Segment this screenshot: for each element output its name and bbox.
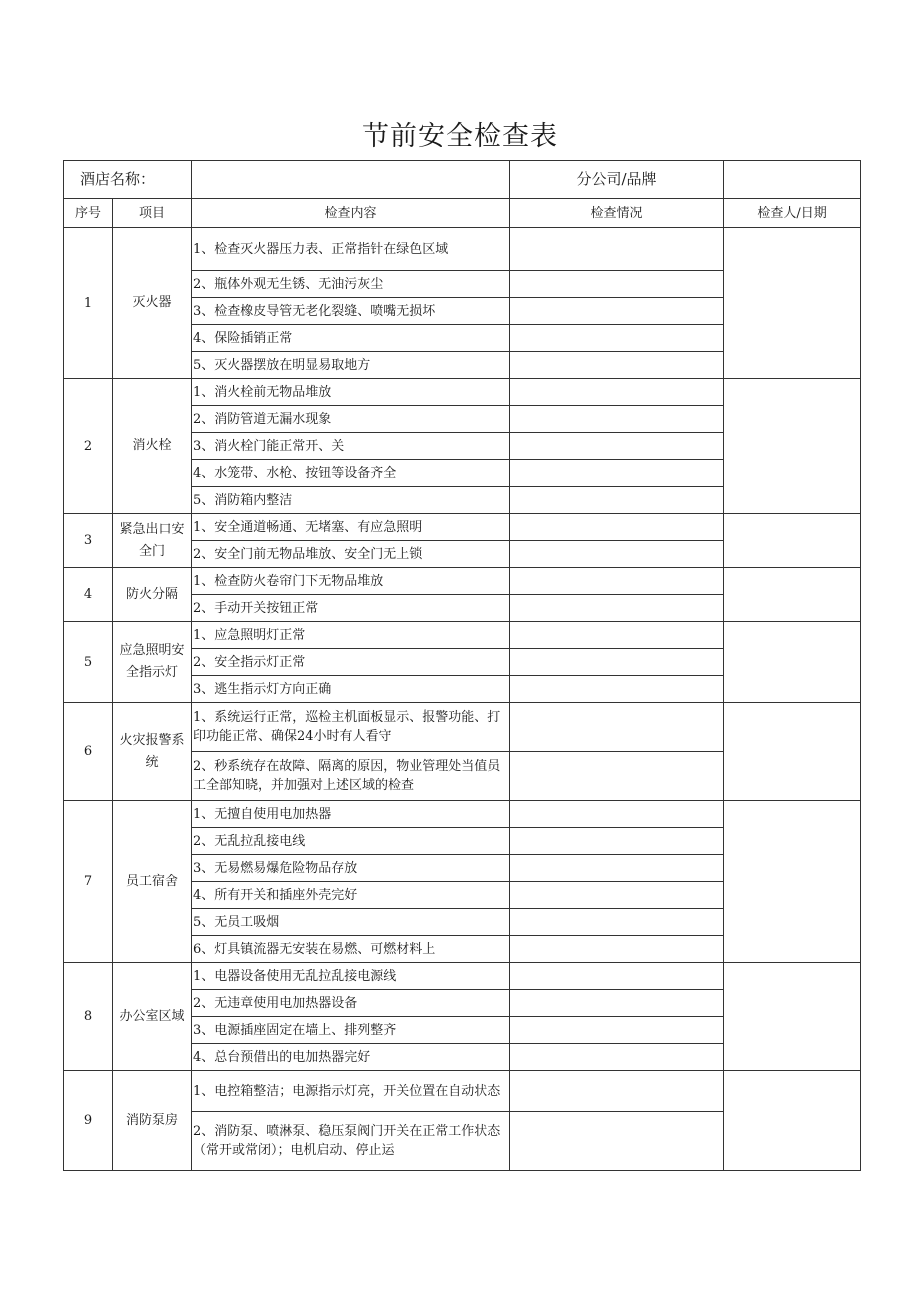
- item-name: 防火分隔: [113, 568, 192, 622]
- inspector-date-cell[interactable]: [724, 379, 861, 514]
- row-number: 8: [64, 963, 113, 1071]
- hotel-row: [64, 161, 861, 199]
- check-status-cell[interactable]: [510, 990, 724, 1017]
- col-content-header: 检查内容: [192, 199, 510, 228]
- check-status-cell[interactable]: [510, 752, 724, 801]
- inspector-date-cell[interactable]: [724, 963, 861, 1071]
- item-name: 消火栓: [113, 379, 192, 514]
- hotel-name-field[interactable]: [192, 161, 510, 199]
- branch-brand-field[interactable]: [724, 161, 861, 199]
- table-row: [64, 703, 861, 752]
- row-number: 9: [64, 1071, 113, 1171]
- row-number: 1: [64, 228, 113, 379]
- item-name: 火灾报警系统: [113, 703, 192, 801]
- check-status-cell[interactable]: [510, 568, 724, 595]
- inspector-date-cell[interactable]: [724, 1071, 861, 1171]
- check-content: 4、总台预借出的电加热器完好: [192, 1044, 510, 1071]
- check-status-cell[interactable]: [510, 406, 724, 433]
- item-name: 消防泵房: [113, 1071, 192, 1171]
- check-status-cell[interactable]: [510, 676, 724, 703]
- inspection-table: [63, 160, 861, 1171]
- check-status-cell[interactable]: [510, 541, 724, 568]
- check-content: 5、消防箱内整洁: [192, 487, 510, 514]
- check-content: 3、逃生指示灯方向正确: [192, 676, 510, 703]
- check-content: 1、电器设备使用无乱拉乱接电源线: [192, 963, 510, 990]
- check-content: 2、消防管道无漏水现象: [192, 406, 510, 433]
- row-number: 3: [64, 514, 113, 568]
- branch-brand-label: 分公司/品牌: [510, 161, 724, 199]
- check-status-cell[interactable]: [510, 298, 724, 325]
- table-row: [64, 1071, 861, 1112]
- check-content: 1、电控箱整洁；电源指示灯亮，开关位置在自动状态: [192, 1071, 510, 1112]
- inspector-date-cell[interactable]: [724, 228, 861, 379]
- check-status-cell[interactable]: [510, 433, 724, 460]
- inspector-date-cell[interactable]: [724, 568, 861, 622]
- check-content: 1、系统运行正常，巡检主机面板显示、报警功能、打印功能正常、确保24小时有人看守: [192, 703, 510, 752]
- check-content: 2、消防泵、喷淋泵、稳压泵阀门开关在正常工作状态（常开或常闭）；电机启动、停止运: [192, 1112, 510, 1171]
- check-status-cell[interactable]: [510, 271, 724, 298]
- check-content: 3、无易燃易爆危险物品存放: [192, 855, 510, 882]
- inspector-date-cell[interactable]: [724, 703, 861, 801]
- check-status-cell[interactable]: [510, 487, 724, 514]
- col-no-header: 序号: [64, 199, 113, 228]
- check-status-cell[interactable]: [510, 1071, 724, 1112]
- check-status-cell[interactable]: [510, 622, 724, 649]
- table-row: [64, 379, 861, 406]
- check-content: 3、电源插座固定在墙上、排列整齐: [192, 1017, 510, 1044]
- check-content: 3、消火栓门能正常开、关: [192, 433, 510, 460]
- row-number: 7: [64, 801, 113, 963]
- column-header-row: [64, 199, 861, 228]
- inspector-date-cell[interactable]: [724, 514, 861, 568]
- check-status-cell[interactable]: [510, 595, 724, 622]
- check-content: 2、无乱拉乱接电线: [192, 828, 510, 855]
- check-status-cell[interactable]: [510, 855, 724, 882]
- hotel-name-label: 酒店名称：: [64, 161, 192, 199]
- col-status-header: 检查情况: [510, 199, 724, 228]
- check-status-cell[interactable]: [510, 1017, 724, 1044]
- check-status-cell[interactable]: [510, 936, 724, 963]
- table-row: [64, 801, 861, 828]
- check-status-cell[interactable]: [510, 1044, 724, 1071]
- col-item-header: 项目: [113, 199, 192, 228]
- row-number: 6: [64, 703, 113, 801]
- check-content: 5、灭火器摆放在明显易取地方: [192, 352, 510, 379]
- check-content: 1、无擅自使用电加热器: [192, 801, 510, 828]
- table-row: [64, 514, 861, 541]
- check-status-cell[interactable]: [510, 325, 724, 352]
- check-status-cell[interactable]: [510, 460, 724, 487]
- item-name: 灭火器: [113, 228, 192, 379]
- table-row: [64, 568, 861, 595]
- check-status-cell[interactable]: [510, 514, 724, 541]
- check-content: 4、所有开关和插座外壳完好: [192, 882, 510, 909]
- row-number: 5: [64, 622, 113, 703]
- check-content: 5、无员工吸烟: [192, 909, 510, 936]
- check-status-cell[interactable]: [510, 703, 724, 752]
- table-row: [64, 228, 861, 271]
- item-name: 办公室区域: [113, 963, 192, 1071]
- check-content: 2、安全门前无物品堆放、安全门无上锁: [192, 541, 510, 568]
- inspector-date-cell[interactable]: [724, 622, 861, 703]
- check-content: 1、检查防火卷帘门下无物品堆放: [192, 568, 510, 595]
- check-status-cell[interactable]: [510, 649, 724, 676]
- check-status-cell[interactable]: [510, 1112, 724, 1171]
- item-name: 员工宿舍: [113, 801, 192, 963]
- check-content: 6、灯具镇流器无安装在易燃、可燃材料上: [192, 936, 510, 963]
- check-status-cell[interactable]: [510, 352, 724, 379]
- check-status-cell[interactable]: [510, 379, 724, 406]
- check-status-cell[interactable]: [510, 909, 724, 936]
- check-status-cell[interactable]: [510, 801, 724, 828]
- table-row: [64, 622, 861, 649]
- row-number: 2: [64, 379, 113, 514]
- check-status-cell[interactable]: [510, 963, 724, 990]
- page-title: 节前安全检查表: [362, 121, 558, 152]
- check-content: 2、安全指示灯正常: [192, 649, 510, 676]
- check-content: 1、检查灭火器压力表、正常指针在绿色区域: [192, 228, 510, 271]
- check-content: 2、手动开关按钮正常: [192, 595, 510, 622]
- check-content: 1、消火栓前无物品堆放: [192, 379, 510, 406]
- check-status-cell[interactable]: [510, 828, 724, 855]
- inspector-date-cell[interactable]: [724, 801, 861, 963]
- check-content: 4、保险插销正常: [192, 325, 510, 352]
- check-content: 4、水笼带、水枪、按钮等设备齐全: [192, 460, 510, 487]
- table-row: [64, 963, 861, 990]
- check-content: 2、瓶体外观无生锈、无油污灰尘: [192, 271, 510, 298]
- check-content: 2、无违章使用电加热器设备: [192, 990, 510, 1017]
- check-content: 1、应急照明灯正常: [192, 622, 510, 649]
- col-inspector-header: 检查人/日期: [724, 199, 861, 228]
- check-content: 2、秒系统存在故障、隔离的原因，物业管理处当值员工全部知晓，并加强对上述区域的检查: [192, 752, 510, 801]
- item-name: 应急照明安全指示灯: [113, 622, 192, 703]
- check-status-cell[interactable]: [510, 228, 724, 271]
- item-name: 紧急出口安全门: [113, 514, 192, 568]
- check-content: 1、安全通道畅通、无堵塞、有应急照明: [192, 514, 510, 541]
- row-number: 4: [64, 568, 113, 622]
- check-status-cell[interactable]: [510, 882, 724, 909]
- check-content: 3、检查橡皮导管无老化裂缝、喷嘴无损坏: [192, 298, 510, 325]
